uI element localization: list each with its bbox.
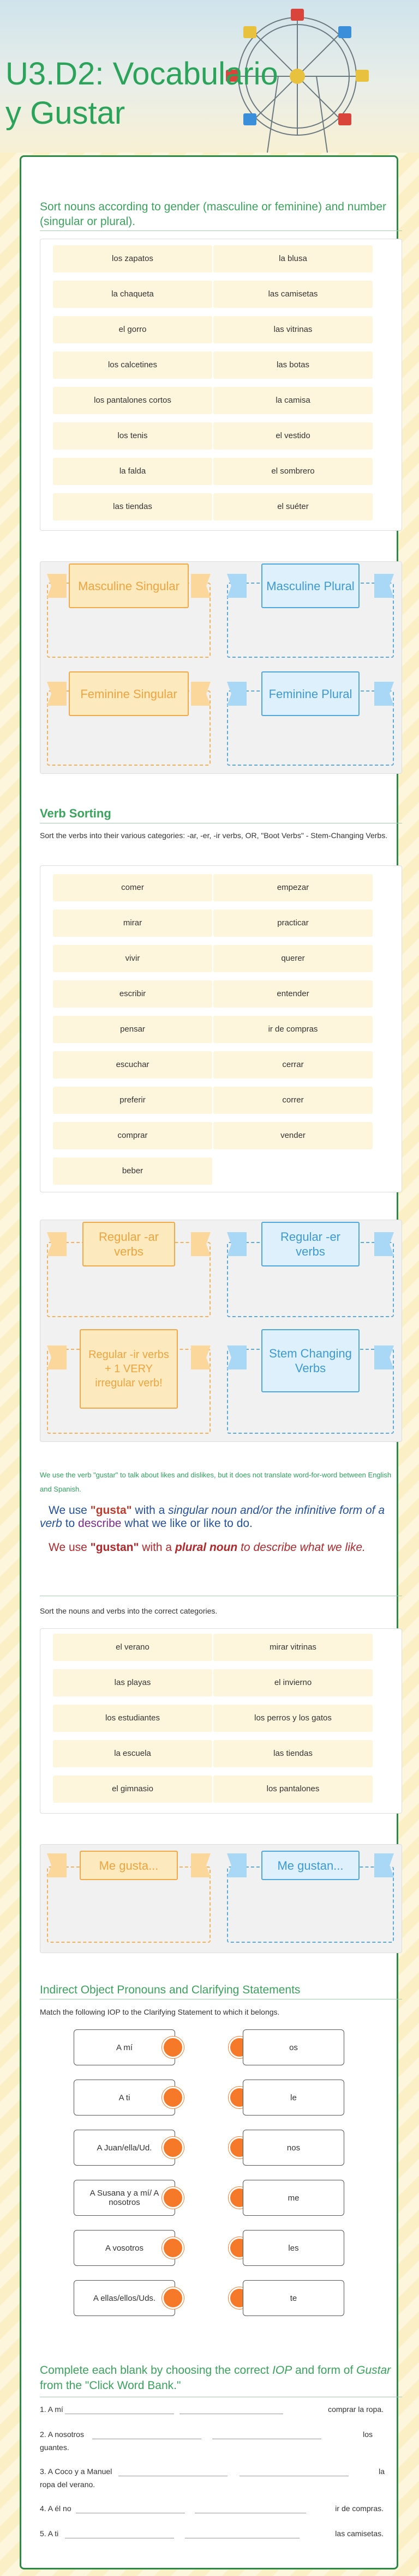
draggable-card[interactable]: el suéter — [213, 493, 373, 520]
draggable-card[interactable]: los zapatos — [53, 245, 212, 272]
match-connector-left[interactable] — [162, 2087, 184, 2108]
draggable-card[interactable]: mirar — [53, 910, 212, 937]
rule-text: with a — [131, 1504, 169, 1517]
verb-instructions: Sort the verbs into their various categories: -ar, -er, -ir verbs, OR, "Boot Verbs" - Stem-Changing Verbs. — [40, 831, 388, 840]
draggable-card[interactable]: vivir — [53, 945, 212, 972]
fill-heading-text: from the "Click Word Bank." — [40, 2379, 181, 2392]
draggable-card[interactable]: los perros y los gatos — [213, 1705, 373, 1732]
sentence-text: ir de compras. — [335, 2504, 384, 2513]
verb-drop-area — [40, 1220, 402, 1442]
draggable-card[interactable]: el sombrero — [213, 458, 373, 485]
draggable-card[interactable]: el verano — [53, 1634, 212, 1661]
bin-label: Feminine Plural — [261, 671, 360, 716]
gustar-intro: We use the verb "gustar" to talk about likes and dislikes, but it does not translate word-for-word between English and Spanish. — [40, 1471, 392, 1493]
sentence-text: 1. A mí — [40, 2405, 63, 2414]
gustar-rule-singular — [40, 1504, 402, 1530]
fill-heading-text: and form of — [292, 2364, 357, 2377]
bin-label: Feminine Singular — [69, 671, 189, 716]
draggable-card[interactable]: correr — [213, 1087, 373, 1114]
verb-sorting-heading: Verb Sorting — [40, 807, 111, 820]
draggable-card[interactable]: preferir — [53, 1087, 212, 1114]
draggable-card[interactable]: practicar — [213, 910, 373, 937]
draggable-card[interactable]: las tiendas — [213, 1740, 373, 1767]
match-item-right[interactable]: te — [243, 2280, 344, 2316]
draggable-card[interactable]: las camisetas — [213, 281, 373, 308]
draggable-card[interactable]: los pantalones cortos — [53, 387, 212, 414]
draggable-card[interactable]: los calcetines — [53, 351, 212, 379]
match-connector-left[interactable] — [162, 2287, 184, 2309]
match-item-left[interactable]: A Juan/ella/Ud. — [74, 2130, 175, 2166]
draggable-card[interactable]: las vitrinas — [213, 316, 373, 343]
banner-feminine-singular — [47, 670, 211, 718]
bin-label: Regular -ar verbs — [82, 1222, 175, 1266]
match-item-left[interactable]: A ellas/ellos/Uds. — [74, 2280, 175, 2316]
banner-regular-ir — [47, 1328, 211, 1410]
fill-heading-gustar: Gustar — [356, 2364, 391, 2377]
draggable-card[interactable]: la blusa — [213, 245, 373, 272]
bin-label: Masculine Plural — [261, 563, 360, 608]
gender-drop-area — [40, 561, 402, 774]
rule-text: to describe what we like. — [237, 1541, 366, 1554]
banner-me-gustan — [227, 1845, 394, 1886]
draggable-card[interactable]: mirar vitrinas — [213, 1634, 373, 1661]
match-connector-left[interactable] — [162, 2237, 184, 2259]
worksheet-panel — [20, 155, 398, 2569]
match-item-left[interactable]: A Susana y a mí/ A nosotros — [74, 2180, 175, 2216]
rule-text: We use — [49, 1504, 91, 1517]
match-connector-left[interactable] — [162, 2036, 184, 2058]
draggable-card[interactable]: comprar — [53, 1122, 212, 1149]
sentence-text: 2. A nosotros — [40, 2430, 84, 2439]
draggable-card[interactable]: querer — [213, 945, 373, 972]
sentence-4 — [40, 2500, 384, 2517]
banner-masculine-plural — [227, 562, 394, 610]
bin-label: Regular -ir verbs + 1 VERY irregular verb! — [80, 1329, 178, 1409]
rule-text: describe — [78, 1517, 122, 1530]
rule-text: with a — [139, 1541, 175, 1554]
draggable-card[interactable]: las botas — [213, 351, 373, 379]
sentence-1 — [40, 2401, 384, 2417]
draggable-card[interactable]: escribir — [53, 980, 212, 1008]
fill-heading — [40, 2363, 402, 2393]
banner-stem-changing — [227, 1328, 394, 1393]
draggable-card[interactable]: vender — [213, 1122, 373, 1149]
rule-text: to — [62, 1517, 79, 1530]
sentence-5 — [40, 2525, 384, 2542]
gustar-rule-plural — [40, 1541, 402, 1554]
draggable-card[interactable]: empezar — [213, 874, 373, 901]
gustar-drop-area — [40, 1844, 402, 1953]
draggable-card[interactable]: entender — [213, 980, 373, 1008]
draggable-card[interactable]: la escuela — [53, 1740, 212, 1767]
rule-text: what we like or like to do. — [121, 1517, 253, 1530]
draggable-card[interactable]: el vestido — [213, 422, 373, 450]
fill-heading-text: Complete each blank by choosing the correct — [40, 2364, 273, 2377]
draggable-card[interactable]: la camisa — [213, 387, 373, 414]
rule-emphasis: singular noun and/or the infinitive form of a verb — [40, 1504, 385, 1530]
bin-label: Regular -er verbs — [261, 1222, 360, 1266]
match-connector-left[interactable] — [162, 2187, 184, 2209]
rule-text: We use — [49, 1541, 91, 1554]
banner-feminine-plural — [227, 670, 394, 718]
sentence-2 — [40, 2426, 373, 2452]
match-item-left[interactable]: A ti — [74, 2080, 175, 2116]
match-item-right[interactable]: le — [243, 2080, 344, 2116]
draggable-card[interactable]: pensar — [53, 1016, 212, 1043]
sentence-text: 4. A él no — [40, 2504, 71, 2513]
draggable-card[interactable]: ir de compras — [213, 1016, 373, 1043]
draggable-card[interactable]: los estudiantes — [53, 1705, 212, 1732]
banner-regular-ar — [47, 1220, 211, 1268]
draggable-card[interactable]: los pantalones — [213, 1775, 373, 1803]
match-item-right[interactable]: les — [243, 2230, 344, 2266]
sentence-text: guantes. — [40, 2443, 69, 2452]
draggable-card[interactable]: el gorro — [53, 316, 212, 343]
draggable-card[interactable]: la falda — [53, 458, 212, 485]
rule-keyword: "gusta" — [90, 1504, 132, 1517]
sentence-text: los — [363, 2430, 373, 2439]
draggable-card[interactable]: cerrar — [213, 1051, 373, 1078]
draggable-card[interactable]: las tiendas — [53, 493, 212, 520]
draggable-card[interactable]: beber — [53, 1157, 212, 1185]
bin-label: Me gustan... — [261, 1851, 360, 1880]
sentence-3 — [40, 2463, 385, 2489]
page-title: U3.D2: Vocabulario y Gustar — [5, 56, 278, 131]
draggable-card[interactable]: las playas — [53, 1669, 212, 1696]
sentence-text: comprar la ropa. — [328, 2405, 384, 2414]
sentence-text: 5. A ti — [40, 2529, 59, 2538]
match-item-left[interactable]: A vosotros — [74, 2230, 175, 2266]
match-connector-left[interactable] — [162, 2137, 184, 2159]
gender-heading: Sort nouns according to gender (masculine or feminine) and number (singular or plural). — [40, 201, 387, 228]
draggable-card[interactable]: el gimnasio — [53, 1775, 212, 1803]
sentence-text: 3. A Coco y a Manuel — [40, 2467, 112, 2476]
sentence-text: las camisetas. — [335, 2529, 384, 2538]
match-item-right[interactable]: os — [243, 2029, 344, 2065]
gustar-instructions: Sort the nouns and verbs into the correct categories. — [40, 1607, 218, 1615]
draggable-card[interactable]: el invierno — [213, 1669, 373, 1696]
match-item-left[interactable]: A mí — [74, 2029, 175, 2065]
sentence-text: ropa del verano. — [40, 2480, 95, 2489]
sentence-text: la — [379, 2467, 385, 2476]
bin-label: Stem Changing Verbs — [261, 1329, 360, 1392]
bin-label: Me gusta... — [80, 1851, 178, 1880]
rule-keyword: "gustan" — [90, 1541, 139, 1554]
banner-regular-er — [227, 1220, 394, 1268]
iop-heading: Indirect Object Pronouns and Clarifying Statements — [40, 1984, 301, 1996]
draggable-card[interactable]: comer — [53, 874, 212, 901]
draggable-card[interactable]: la chaqueta — [53, 281, 212, 308]
bin-label: Masculine Singular — [69, 563, 189, 608]
draggable-card[interactable]: escuchar — [53, 1051, 212, 1078]
match-item-right[interactable]: me — [243, 2180, 344, 2216]
match-item-right[interactable]: nos — [243, 2130, 344, 2166]
banner-me-gusta — [47, 1845, 211, 1886]
iop-instructions: Match the following IOP to the Clarifying Statement to which it belongs. — [40, 2008, 280, 2016]
fill-heading-iop: IOP — [272, 2364, 292, 2377]
draggable-card[interactable]: los tenis — [53, 422, 212, 450]
banner-masculine-singular — [47, 562, 211, 610]
rule-emphasis: plural noun — [175, 1541, 238, 1554]
